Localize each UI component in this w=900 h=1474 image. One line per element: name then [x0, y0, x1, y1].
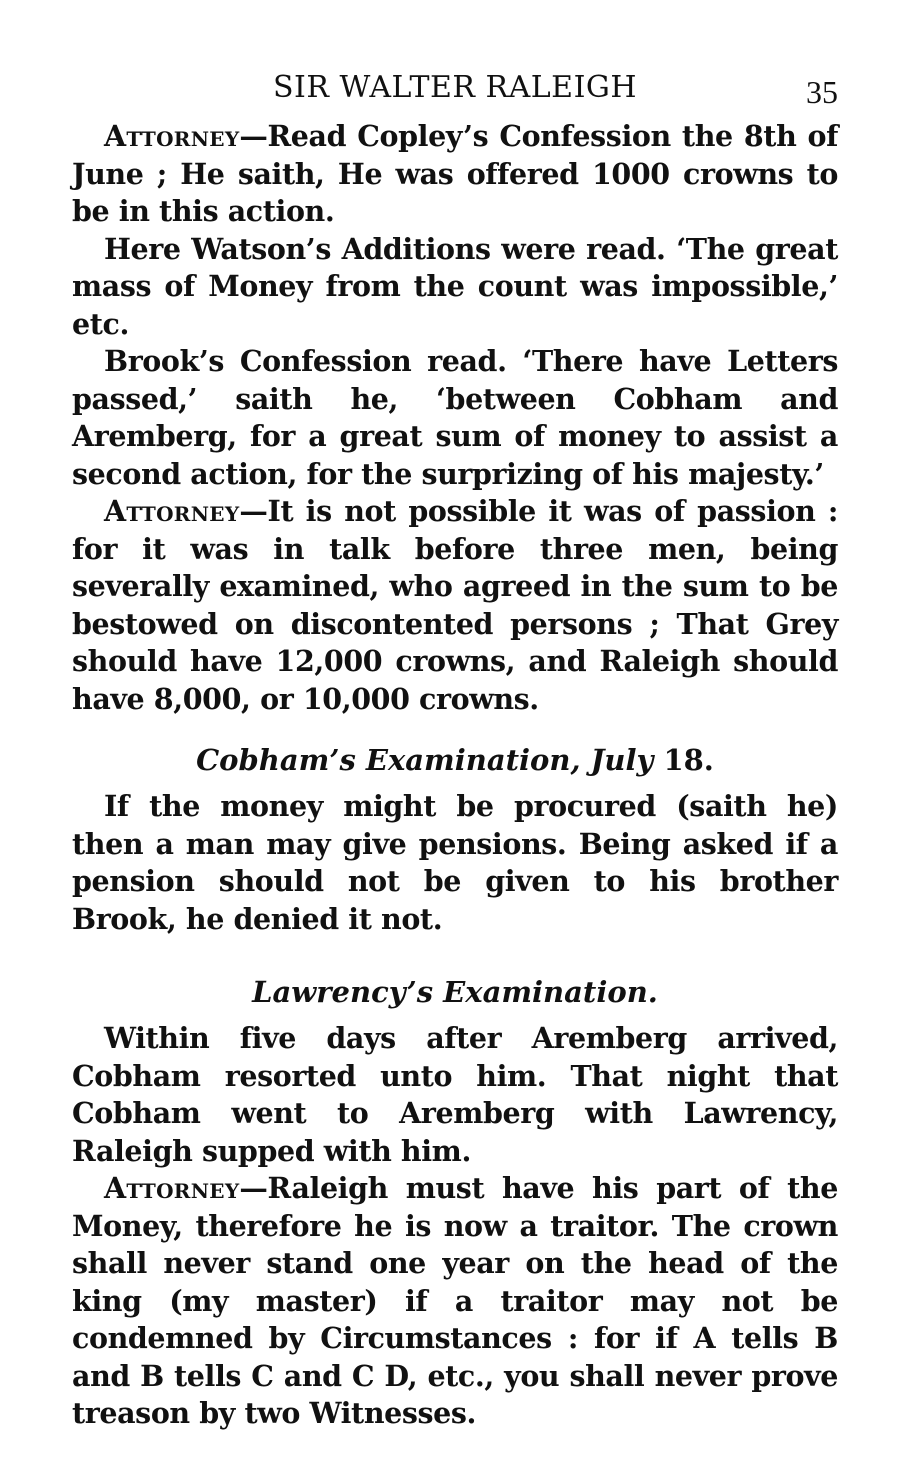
paragraph-cobham-examination: [72, 788, 838, 938]
running-header: [72, 62, 838, 118]
section-heading-cobham: [72, 740, 838, 780]
paragraph-text: If the money might be procured (saith he) then a man may give pensions. Being asked if a pension should not be given to his brother Brook, he denied it not.: [72, 789, 838, 936]
paragraph-text: Brook’s Confession read. ‘There have Letters passed,’ saith he, ‘between Cobham and Aremberg, for a great sum of money to assist a second action, for the surprizing of his majesty.’: [72, 344, 838, 491]
book-page: [72, 62, 838, 1433]
paragraph-attorney-copley: [72, 118, 838, 231]
paragraph-attorney-traitor: [72, 1170, 838, 1433]
speaker-attorney: Attorney: [104, 494, 240, 528]
paragraph-text: —It is not possible it was of passion : for it was in talk before three men, being severally examined, who agreed in the sum to be bestowed on discontented persons ; That Grey should have 12,000 crowns, and Raleigh should have 8,000, or 10,000 crowns.: [72, 494, 838, 716]
paragraph-text: —Read Copley’s Confession the 8th of June ; He saith, He was offered 1000 crowns to be in this action.: [72, 119, 838, 228]
page-number: 35: [806, 74, 838, 110]
paragraph-text: Within five days after Aremberg arrived, Cobham resorted unto him. That night that Cobham went to Aremberg with Lawrency, Raleigh supped with him.: [72, 1021, 838, 1168]
paragraph-text: —Raleigh must have his part of the Money, therefore he is now a traitor. The crown shall never stand one year on the head of the king (my master) if a traitor may not be condemned by Circumstances : for if A tells B and B tells C and C D, etc., you shall never prove treason by two Witnesses.: [72, 1171, 838, 1430]
paragraph-watson-additions: [72, 231, 838, 344]
section-heading-cobham-title: Cobham’s Examination, July: [196, 743, 654, 777]
section-heading-cobham-date: 18.: [663, 743, 714, 777]
paragraph-lawrency-examination: [72, 1020, 838, 1170]
paragraph-attorney-passion: [72, 493, 838, 718]
paragraph-brook-confession: [72, 343, 838, 493]
section-heading-lawrency: Lawrency’s Examination.: [252, 975, 658, 1009]
speaker-attorney: Attorney: [104, 1171, 240, 1205]
speaker-attorney: Attorney: [104, 119, 240, 153]
paragraph-text: Here Watson’s Additions were read. ‘The great mass of Money from the count was impossible,’ etc.: [72, 231, 838, 341]
running-title: SIR WALTER RALEIGH: [272, 70, 638, 105]
